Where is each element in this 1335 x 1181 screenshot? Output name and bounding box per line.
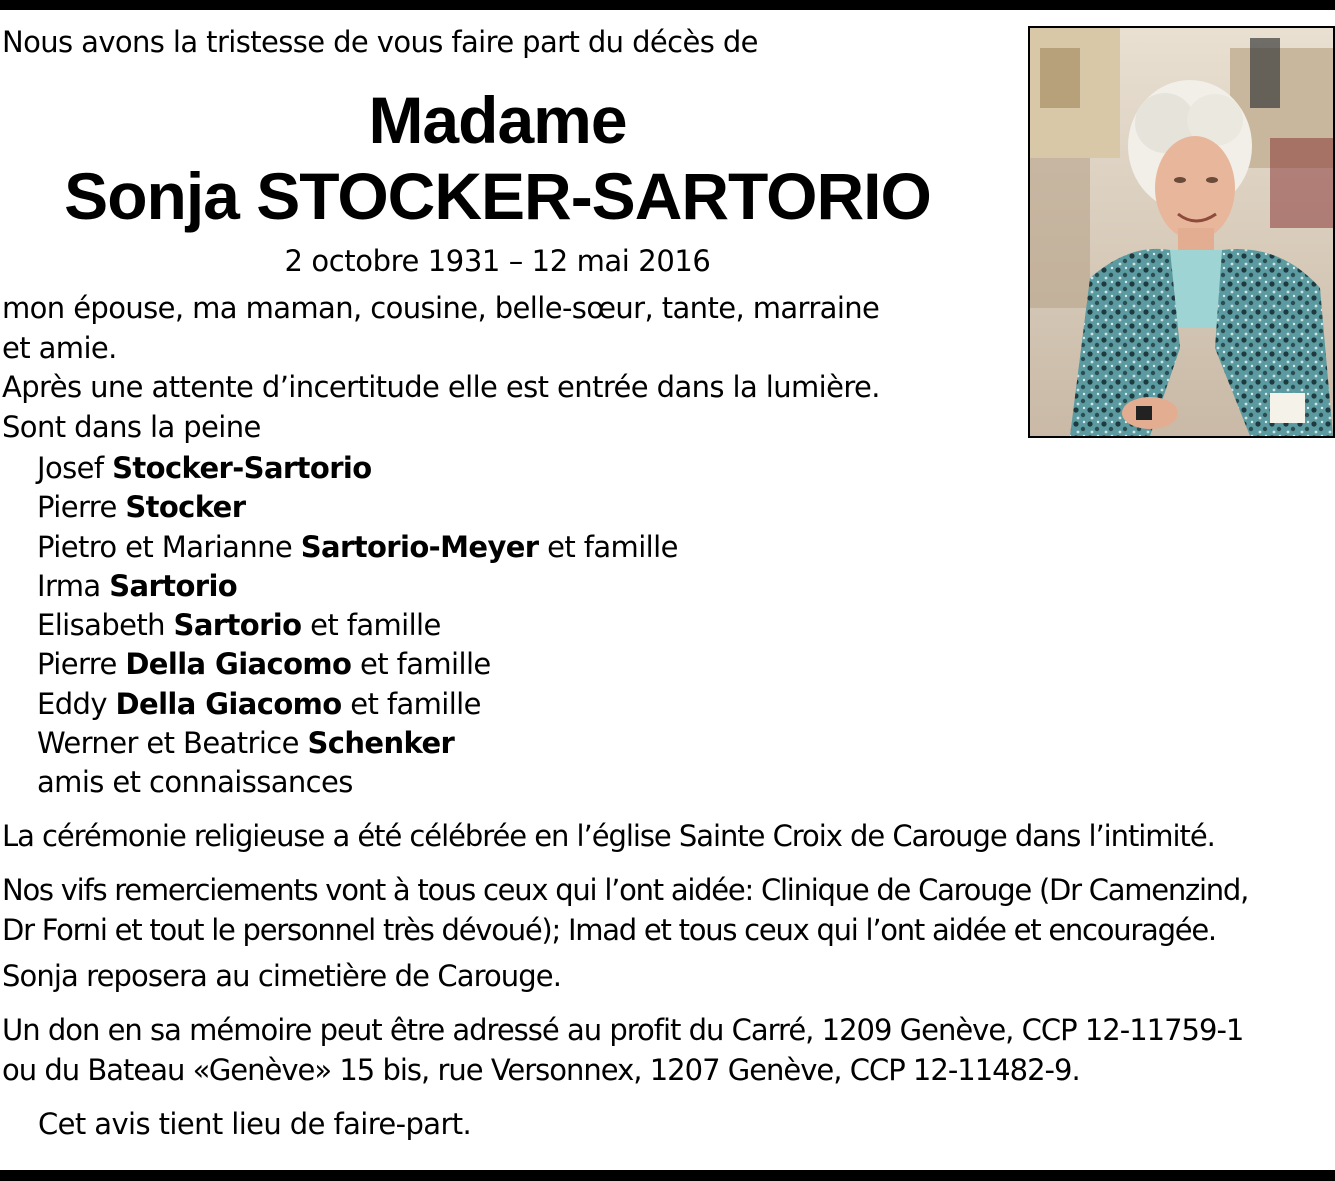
statement: Après une attente d’incertitude elle est entrée dans la lumière. [2, 370, 880, 404]
relation-line: mon épouse, ma maman, cousine, belle-sœur, tante, marraine [2, 291, 880, 325]
closing-note: Cet avis tient lieu de faire-part. [38, 1107, 472, 1141]
mourner-row: Eddy Della Giacomo et famille [37, 686, 481, 721]
ceremony-paragraph: La cérémonie religieuse a été célébrée en l’église Sainte Croix de Carouge dans l’intimité. [2, 819, 1215, 853]
relation-block [2, 289, 1002, 447]
mourner-row: Pierre Della Giacomo et famille [37, 647, 491, 682]
relation-line: et amie. [2, 330, 117, 365]
thanks-paragraph [2, 870, 1335, 950]
bottom-rule [0, 1170, 1335, 1181]
top-rule [0, 0, 1335, 10]
deceased-name: Sonja STOCKER-SARTORIO [64, 159, 931, 233]
donation-line: Un don en sa mémoire peut être adressé au profit du Carré, 1209 Genève, CCP 12-11759-1 [2, 1013, 1244, 1047]
thanks-line: Dr Forni et tout le personnel très dévoué); Imad et tous ceux qui l’ont aidée et encouragée. [2, 913, 1216, 947]
mourner-row: Josef Stocker-Sartorio [37, 451, 372, 485]
mourner-row: Irma Sartorio [37, 568, 238, 603]
thanks-line: Nos vifs remerciements vont à tous ceux qui l’ont aidée: Clinique de Carouge (Dr Camenzind, [2, 873, 1249, 907]
deceased-title [0, 82, 995, 234]
mourner-row: Pietro et Marianne Sartorio-Meyer et famille [37, 529, 678, 564]
donation-line: ou du Bateau «Genève» 15 bis, rue Versonnex, 1207 Genève, CCP 12-11482-9. [2, 1053, 1080, 1087]
intro-text: Nous avons la tristesse de vous faire part du décès de [2, 25, 758, 59]
portrait-illustration [1030, 28, 1333, 436]
burial-paragraph: Sonja reposera au cimetière de Carouge. [2, 959, 562, 993]
mourner-row: Pierre Stocker [37, 490, 246, 525]
mourner-row: amis et connaissances [37, 765, 353, 800]
mourner-row: Werner et Beatrice Schenker [37, 726, 455, 761]
mourner-row: Elisabeth Sartorio et famille [37, 608, 441, 643]
honorific: Madame [368, 83, 627, 157]
portrait-photo [1028, 26, 1335, 438]
donation-paragraph [2, 1010, 1335, 1090]
mourners-list [37, 449, 678, 803]
life-dates: 2 octobre 1931 – 12 mai 2016 [284, 244, 711, 278]
mourners-heading: Sont dans la peine [2, 409, 261, 444]
